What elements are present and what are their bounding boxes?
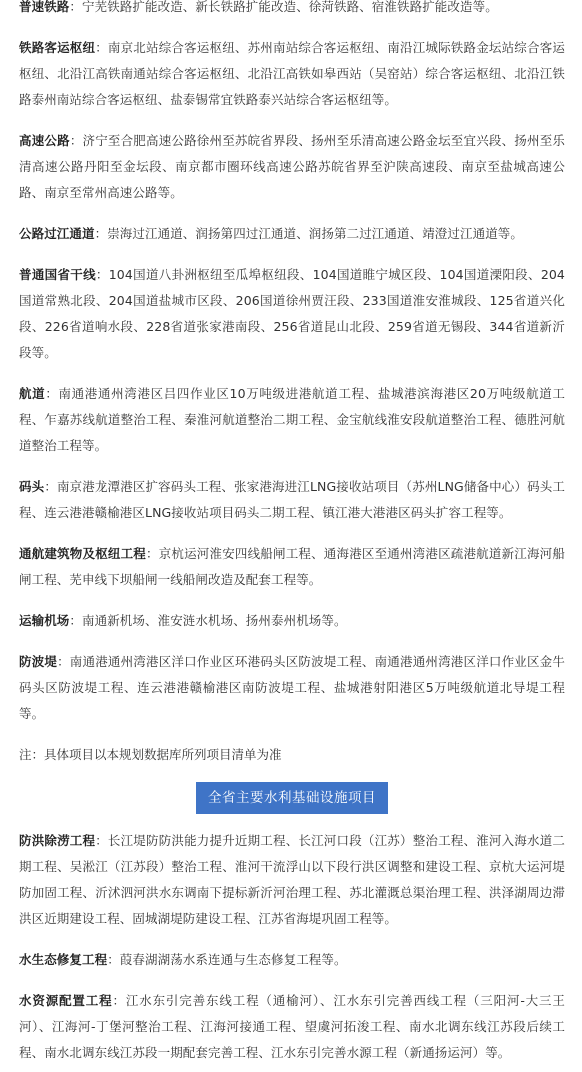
paragraph-conventional-railway (19, 0, 565, 20)
paragraph-text: ：南通新机场、淮安涟水机场、扬州泰州机场等。 (69, 613, 347, 628)
paragraph-text: ：南京北站综合客运枢纽、苏州南站综合客运枢纽、南沿江城际铁路金坛站综合客运枢纽、北沿江高铁南通站综合客运枢纽、北沿江高铁如皋西站（吴窑站）综合客运枢纽、北沿江铁路泰州南站综合客运枢纽、盐泰锡常宜铁路泰兴站综合客运枢纽等。 (19, 40, 565, 107)
section-heading-container (19, 782, 565, 816)
paragraph-ecological-restoration (19, 947, 565, 973)
paragraph-airports (19, 608, 565, 634)
paragraph-text: ：南京港龙潭港区扩容码头工程、张家港海进江LNG接收站项目（苏州LNG储备中心）码头工程、连云港港赣榆港区LNG接收站项目码头二期工程、镇江港大港港区码头扩容工程等。 (19, 479, 566, 520)
paragraph-text: ：济宁至合肥高速公路徐州至苏皖省界段、扬州至乐清高速公路金坛至宜兴段、扬州至乐清高速公路丹阳至金坛段、南京都市圈环线高速公路苏皖省界至沪陕高速段、南京至盐城高速公路、南京至常州高速公路等。 (19, 133, 566, 200)
paragraph-text: ：宁芜铁路扩能改造、新长铁路扩能改造、徐菏铁路、宿淮铁路扩能改造等。 (69, 0, 498, 14)
paragraph-title: 铁路客运枢纽 (19, 40, 96, 55)
paragraph-flood-control (19, 828, 565, 932)
paragraph-water-allocation (19, 988, 565, 1066)
section-heading: 全省主要水利基础设施项目 (196, 782, 388, 814)
paragraph-title: 防洪除涝工程 (19, 833, 96, 848)
paragraph-trunk-roads (19, 262, 565, 366)
paragraph-text: ：南通港通州湾港区吕四作业区10万吨级进港航道工程、盐城港滨海港区20万吨级航道工程、乍嘉苏线航道整治工程、秦淮河航道整治二期工程、金宝航线淮安段航道整治工程、德胜河航道整治工程等。 (19, 386, 565, 453)
paragraph-title: 码头 (19, 479, 45, 494)
paragraph-expressways (19, 128, 565, 206)
paragraph-railway-hubs (19, 35, 565, 113)
paragraph-text: ：104国道八卦洲枢纽至瓜埠枢纽段、104国道睢宁城区段、104国道溧阳段、204国道常熟北段、204国道盐城市区段、206国道徐州贾汪段、233国道淮安淮城段、125省道兴化段、226省道响水段、228省道张家港南段、256省道昆山北段、259省道无锡段、344省道新沂段等。 (19, 267, 565, 360)
paragraph-text: ：江水东引完善东线工程（通榆河）、江水东引完善西线工程（三阳河-大三王河）、江海河-丁堡河整治工程、江海河接通工程、望虞河拓浚工程、南水北调东线江苏段后续工程、南水北调东线江苏段一期配套完善工程、江水东引完善水源工程（新通扬运河）等。 (19, 993, 565, 1060)
paragraph-title: 普速铁路 (19, 0, 70, 14)
footnote: 注：具体项目以本规划数据库所列项目清单为准 (19, 747, 282, 762)
paragraph-text: ：崇海过江通道、润扬第四过江通道、润扬第二过江通道、靖澄过江通道等。 (94, 226, 524, 241)
paragraph-river-crossings (19, 221, 565, 247)
paragraph-title: 水生态修复工程 (19, 952, 108, 967)
paragraph-text: ：南通港通州湾港区洋口作业区环港码头区防波堤工程、南通港通州湾港区洋口作业区金牛码头区防波堤工程、连云港港赣榆港区南防波堤工程、盐城港射阳港区5万吨级航道北导堤工程等。 (19, 654, 565, 721)
paragraph-navigation-structures (19, 541, 565, 593)
paragraph-title: 公路过江通道 (19, 226, 95, 241)
paragraph-title: 普通国省干线 (19, 267, 96, 282)
paragraph-title: 航道 (19, 386, 46, 401)
paragraph-text: ：葭春湖湖荡水系连通与生态修复工程等。 (107, 952, 347, 967)
paragraph-wharves (19, 474, 565, 526)
paragraph-title: 运输机场 (19, 613, 70, 628)
paragraph-title: 通航建筑物及枢纽工程 (19, 546, 146, 561)
paragraph-waterways (19, 381, 565, 459)
paragraph-text: ：京杭运河淮安四线船闸工程、通海港区至通州湾港区疏港航道新江海河船闸工程、芜申线下坝船闸一线船闸改造及配套工程等。 (19, 546, 565, 587)
paragraph-text: ：长江堤防防洪能力提升近期工程、长江河口段（江苏）整治工程、淮河入海水道二期工程、吴淞江（江苏段）整治工程、淮河干流浮山以下段行洪区调整和建设工程、京杭大运河堤防加固工程、沂沭泗河洪水东调南下提标新沂河治理工程、苏北灌溉总渠治理工程、洪泽湖周边滞洪区近期建设工程、固城湖堤防建设工程、江苏省海堤巩固工程等。 (19, 833, 565, 926)
paragraph-title: 防波堤 (19, 654, 58, 669)
paragraph-title: 水资源配置工程 (19, 993, 113, 1008)
paragraph-title: 高速公路 (19, 133, 70, 148)
paragraph-breakwaters (19, 649, 565, 727)
